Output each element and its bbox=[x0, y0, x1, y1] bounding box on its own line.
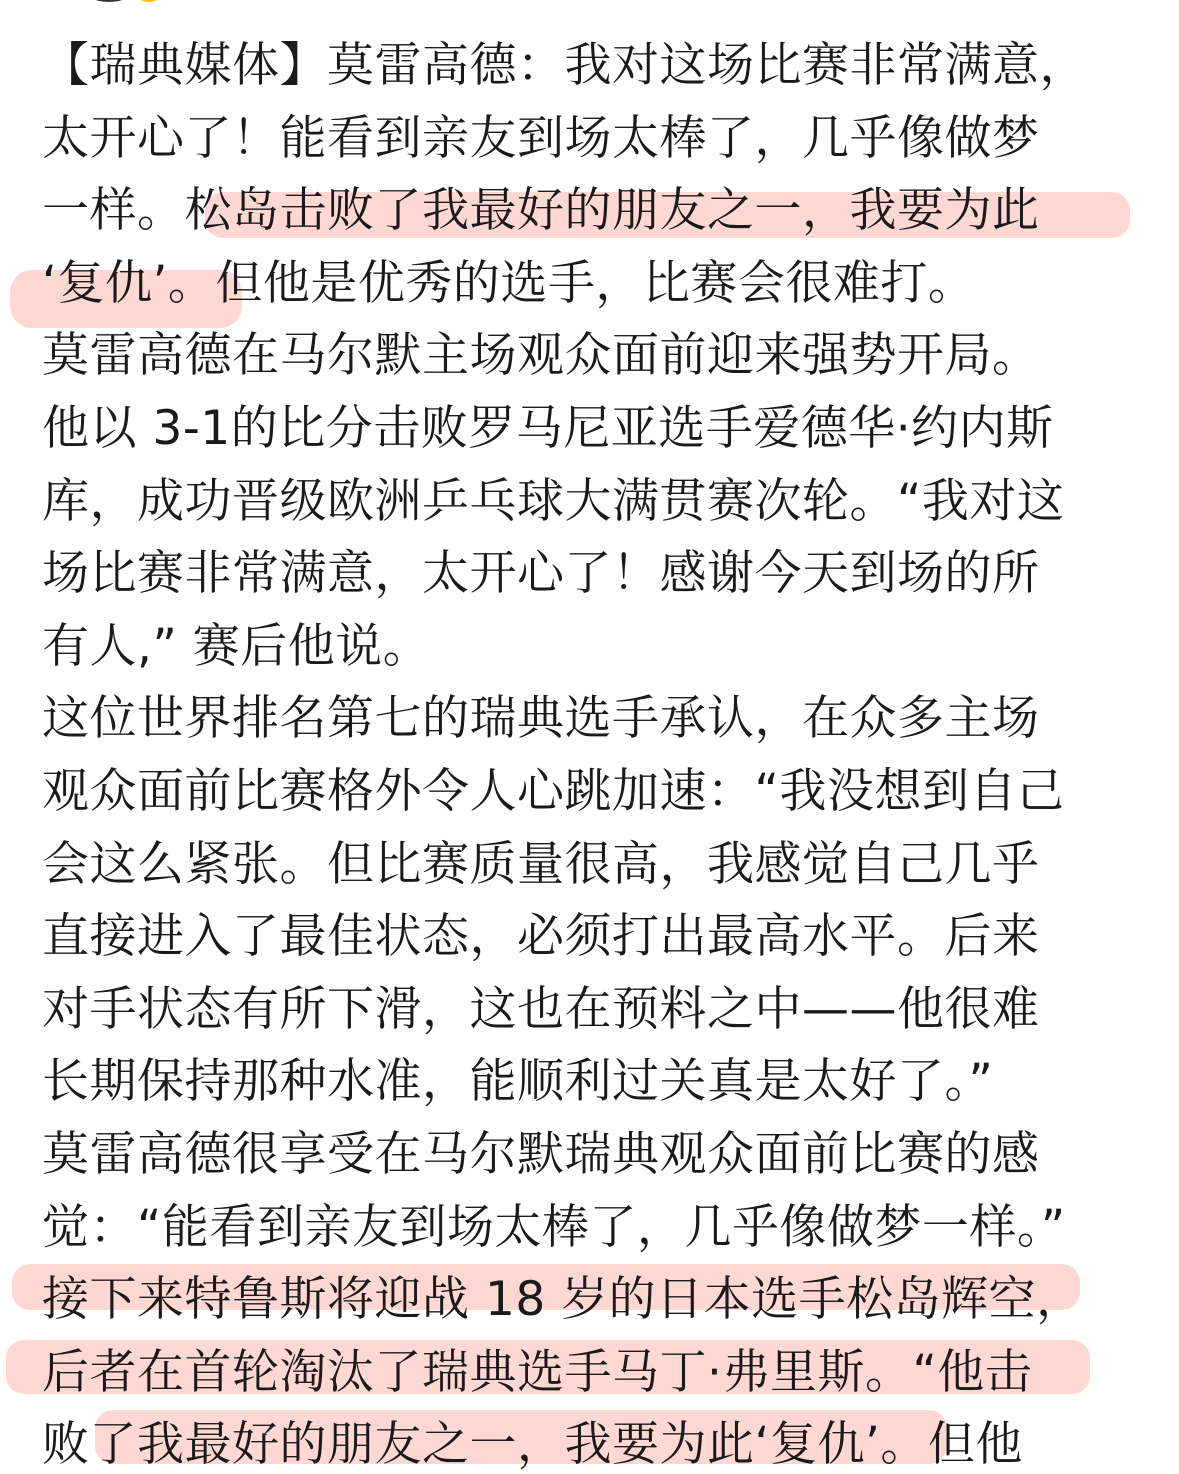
text-line: 接下来特鲁斯将迎战 18 岁的日本选手松岛辉空， bbox=[42, 1272, 1084, 1328]
text-line: 败了我最好的朋友之一，我要为此‘复仇’。但他 bbox=[42, 1417, 1023, 1473]
text-line: 后者在首轮淘汰了瑞典选手马丁·弗里斯。“他击 bbox=[42, 1344, 1033, 1400]
text-line: 长期保持那种水准，能顺利过关真是太好了。” bbox=[42, 1054, 994, 1110]
text-line: 有人,” 赛后他说。 bbox=[42, 618, 431, 674]
text-line: 库，成功晋级欧洲乒乓球大满贯赛次轮。“我对这 bbox=[42, 473, 1065, 529]
text-line: 一样。松岛击败了我最好的朋友之一，我要为此 bbox=[42, 183, 1040, 239]
text-line: 【瑞典媒体】莫雷高德：我对这场比赛非常满意， bbox=[42, 38, 1087, 93]
text-line: 觉：“能看到亲友到场太棒了，几乎像做梦一样。” bbox=[42, 1199, 1066, 1255]
article-body bbox=[42, 30, 1142, 1474]
text-line: 他以 3-1的比分击败罗马尼亚选手爱德华·约内斯 bbox=[42, 400, 1054, 456]
cropped-emoji-fragment bbox=[86, 0, 176, 4]
text-line: 会这么紧张。但比赛质量很高，我感觉自己几乎 bbox=[42, 836, 1040, 892]
text-line: 莫雷高德在马尔默主场观众面前迎来强势开局。 bbox=[42, 328, 1040, 384]
text-line: 这位世界排名第七的瑞典选手承认，在众多主场 bbox=[42, 691, 1040, 747]
text-line: 莫雷高德很享受在马尔默瑞典观众面前比赛的感 bbox=[42, 1126, 1040, 1182]
text-line: 直接进入了最佳状态，必须打出最高水平。后来 bbox=[42, 909, 1040, 965]
text-line: 场比赛非常满意，太开心了！感谢今天到场的所 bbox=[42, 546, 1040, 602]
text-line: ‘复仇’。但他是优秀的选手，比赛会很难打。 bbox=[42, 255, 976, 311]
text-line: 对手状态有所下滑，这也在预料之中——他很难 bbox=[42, 981, 1040, 1037]
text-line: 太开心了！能看到亲友到场太棒了，几乎像做梦 bbox=[42, 110, 1040, 166]
text-line: 观众面前比赛格外令人心跳加速：“我没想到自己 bbox=[42, 763, 1065, 819]
